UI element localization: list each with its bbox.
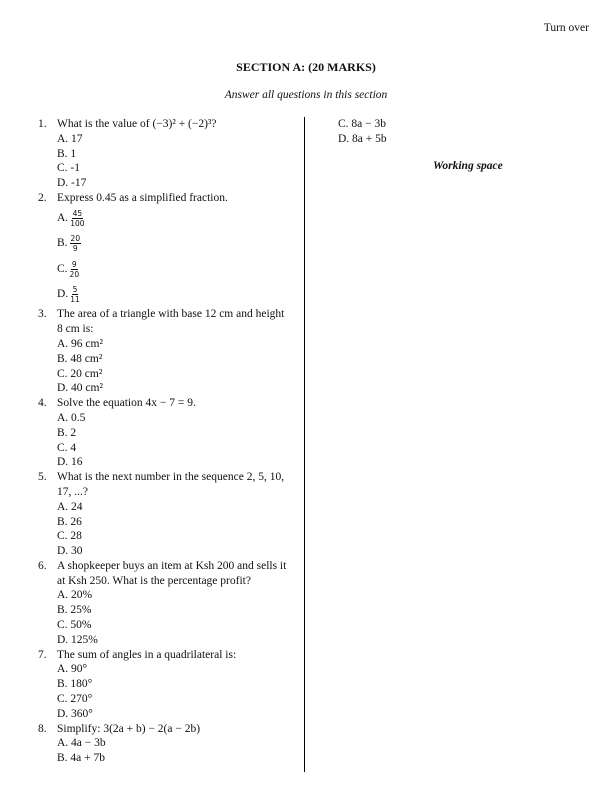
question-4 — [38, 396, 288, 470]
option-label: B. — [57, 237, 68, 250]
option-b: B. 4a + 7b — [57, 752, 106, 765]
option-d: D. -17 — [57, 177, 87, 190]
option-b: B. 26 — [57, 515, 82, 528]
question-text: Simplify: 3(2a + b) − 2(a − 2b) — [57, 722, 201, 735]
section-instructions: Answer all questions in this section — [224, 89, 388, 101]
question-7 — [38, 648, 288, 722]
numerator: 5 — [72, 285, 78, 295]
questions-left-column — [38, 117, 288, 766]
option-c: C. 20 cm² — [57, 367, 103, 380]
column-divider — [304, 117, 305, 772]
question-8 — [38, 722, 288, 766]
option-label: D. — [57, 288, 69, 301]
question-6 — [38, 559, 288, 648]
fraction — [70, 234, 82, 253]
question-number: 5. — [38, 471, 47, 484]
question-number: 1. — [38, 118, 47, 130]
option-a: A. 24 — [57, 500, 83, 513]
option-a: A. 17 — [57, 132, 83, 145]
question-number: 7. — [38, 648, 47, 661]
option-c: C. 50% — [57, 619, 92, 632]
option-b: B. 180° — [57, 678, 93, 691]
question-number: 6. — [38, 559, 47, 572]
denominator: 100 — [70, 218, 85, 228]
question-text: Express 0.45 as a simplified fraction. — [57, 191, 228, 204]
option-a: A. 90° — [57, 663, 88, 676]
working-space-label: Working space — [433, 160, 503, 172]
option-d: D. 360° — [57, 707, 93, 720]
option-d — [57, 282, 288, 307]
question-number: 4. — [38, 397, 47, 410]
question-text: Solve the equation 4x − 7 = 9. — [57, 397, 196, 410]
option-a: A. 96 cm² — [57, 337, 103, 350]
question-text: The sum of angles in a quadrilateral is: — [57, 648, 237, 661]
question-text: A shopkeeper buys an item at Ksh 200 and sells it at Ksh 250. What is the percentage profit? — [57, 559, 287, 587]
numerator: 9 — [71, 259, 77, 269]
fraction — [70, 260, 80, 279]
question-text: What is the value of (−3)² + (−2)³? — [57, 118, 217, 130]
option-d: D. 8a + 5b — [338, 132, 387, 145]
option-c: C. -1 — [57, 162, 80, 175]
option-b: B. 25% — [57, 604, 92, 617]
option-c: C. 4 — [57, 441, 77, 454]
option-a: A. 0.5 — [57, 411, 86, 424]
option-d: D. 40 cm² — [57, 382, 103, 395]
option-d: D. 125% — [57, 633, 98, 646]
section-title: SECTION A: (20 MARKS) — [236, 60, 376, 74]
question-2 — [38, 191, 288, 307]
denominator: 9 — [72, 244, 78, 254]
question-number: 3. — [38, 308, 47, 321]
option-c: C. 28 — [57, 530, 82, 543]
option-label: C. — [57, 262, 68, 275]
question-text: The area of a triangle with base 12 cm and height 8 cm is: — [57, 308, 285, 336]
question-1 — [38, 117, 288, 191]
question-number: 2. — [38, 191, 47, 204]
question-8-continued — [319, 117, 579, 147]
option-b: B. 48 cm² — [57, 352, 103, 365]
fraction — [70, 209, 84, 228]
question-5 — [38, 470, 288, 559]
denominator: 11 — [70, 295, 80, 305]
numerator: 20 — [70, 234, 81, 244]
option-b — [57, 231, 288, 256]
numerator: 45 — [72, 208, 83, 218]
question-number: 8. — [38, 722, 47, 735]
option-label: A. — [57, 212, 69, 225]
option-a: A. 20% — [57, 589, 93, 602]
option-b: B. 2 — [57, 426, 77, 439]
turn-over-label: Turn over — [543, 22, 589, 34]
denominator: 20 — [69, 269, 80, 279]
questions-right-column — [319, 117, 579, 147]
option-c — [57, 257, 288, 282]
question-text: What is the next number in the sequence 2, 5, 10, 17, ...? — [57, 471, 285, 498]
option-b: B. 1 — [57, 147, 77, 160]
option-d: D. 30 — [57, 545, 83, 558]
option-c: C. 270° — [57, 693, 93, 706]
question-3 — [38, 307, 288, 396]
option-d: D. 16 — [57, 456, 83, 469]
fraction — [70, 285, 80, 304]
option-a: A. 4a − 3b — [57, 737, 106, 750]
option-c: C. 8a − 3b — [338, 118, 387, 130]
option-a — [57, 206, 288, 231]
